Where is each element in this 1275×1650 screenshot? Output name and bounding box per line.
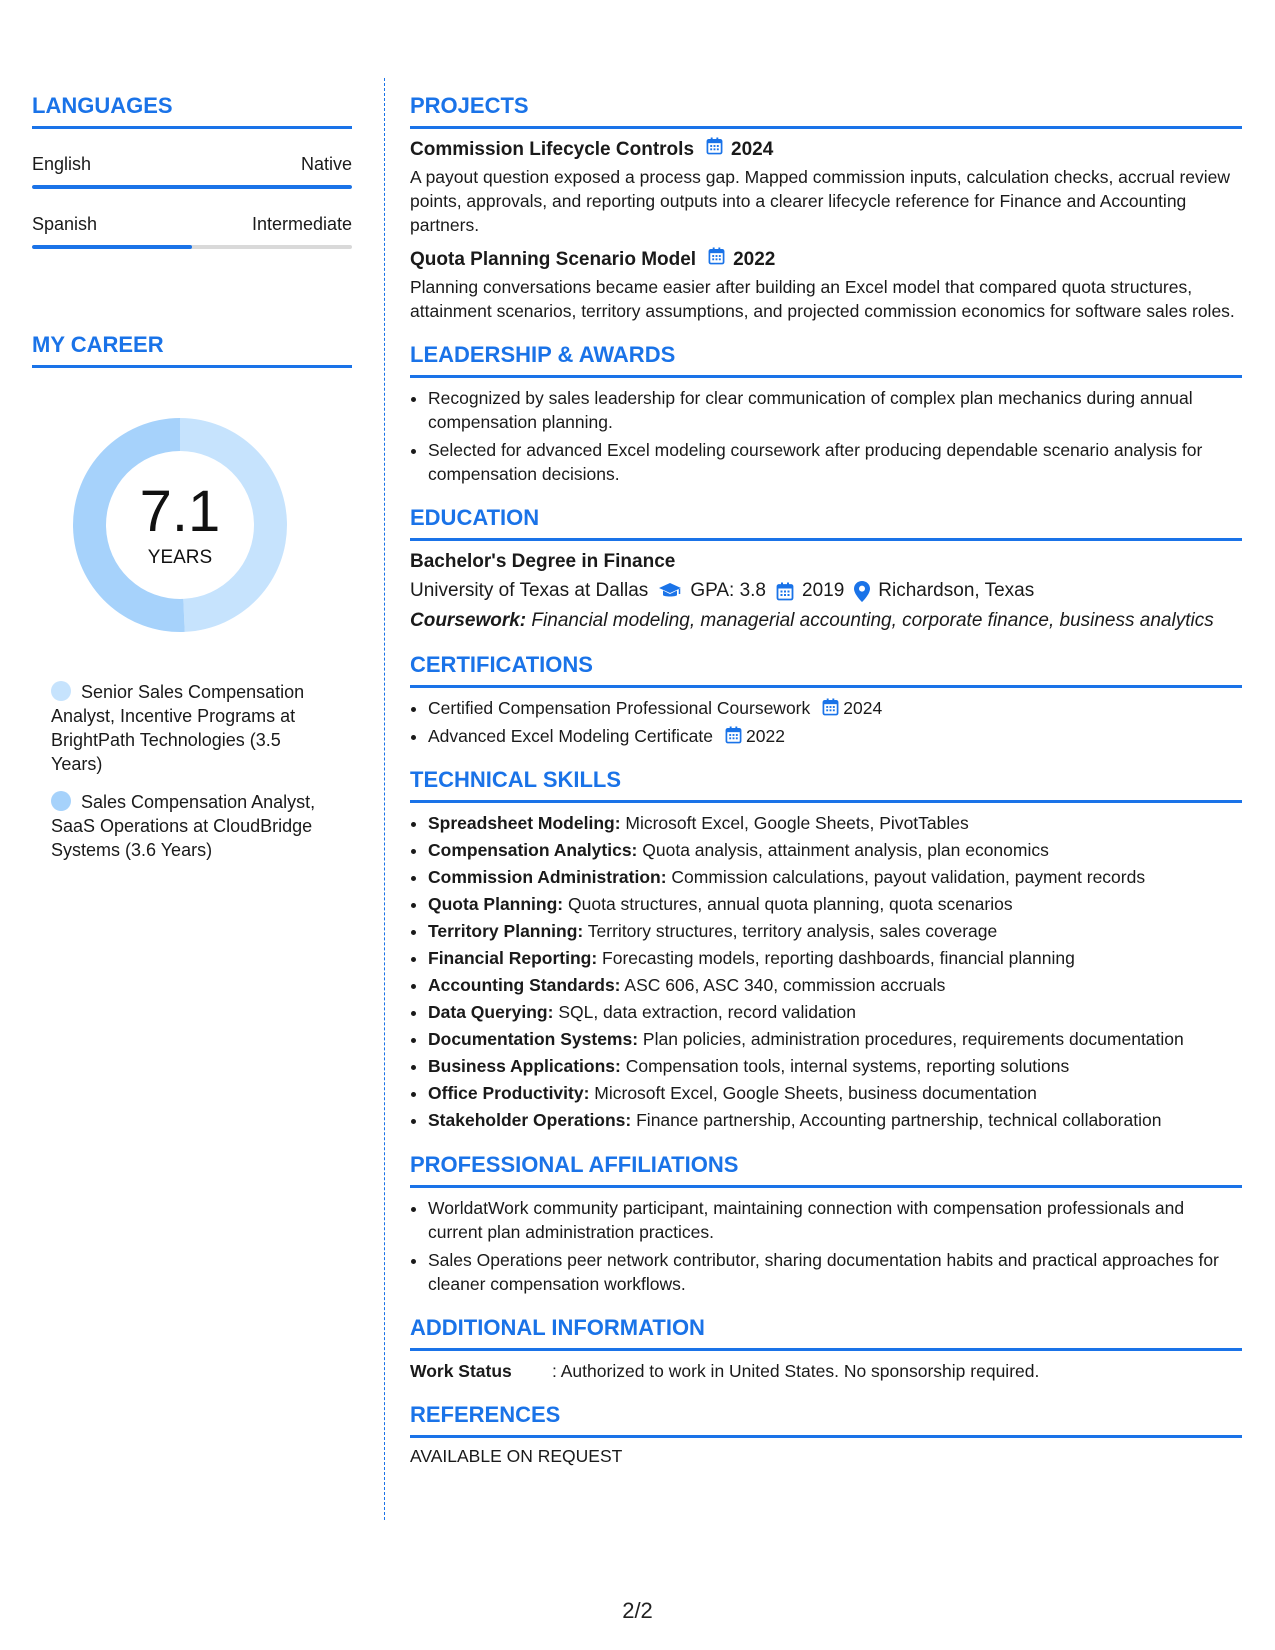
skill-value: Compensation tools, internal systems, reporting solutions bbox=[620, 1056, 1070, 1076]
language-name: Spanish bbox=[32, 214, 98, 234]
career-total-years: 7.1 bbox=[139, 479, 221, 544]
language-proficiency-bar bbox=[32, 185, 352, 189]
certification-name: Advanced Excel Modeling Certificate bbox=[428, 726, 714, 746]
language-proficiency-fill bbox=[32, 245, 192, 249]
calendar-icon bbox=[776, 582, 794, 601]
project-year: 2024 bbox=[731, 139, 774, 160]
language-level: Native bbox=[300, 154, 352, 174]
skill-value: Finance partnership, Accounting partnership, technical collaboration bbox=[631, 1110, 1162, 1130]
skill-label: Spreadsheet Modeling: bbox=[428, 813, 621, 833]
language-row bbox=[32, 213, 352, 235]
graduation-cap-icon bbox=[658, 582, 682, 600]
languages-section bbox=[32, 92, 352, 249]
certification-item bbox=[428, 724, 1242, 748]
career-legend bbox=[51, 680, 331, 862]
skill-label: Territory Planning: bbox=[428, 921, 584, 941]
skill-item bbox=[428, 838, 1242, 863]
projects-section bbox=[410, 92, 1242, 323]
skill-label: Financial Reporting: bbox=[428, 948, 598, 968]
skill-label: Business Applications: bbox=[428, 1056, 621, 1076]
affiliations-title: PROFESSIONAL AFFILIATIONS bbox=[410, 1151, 1242, 1188]
project-description: Planning conversations became easier after building an Excel model that compared quota structures, attainment scenarios, territory assumptions, and projected commission economics for software sales roles. bbox=[410, 277, 1235, 321]
skill-label: Data Querying: bbox=[428, 1002, 554, 1022]
career-legend-label: Senior Sales Compensation Analyst, Incentive Programs at BrightPath Technologies (3.5 Years) bbox=[51, 682, 305, 774]
skill-value: Commission calculations, payout validation, payment records bbox=[666, 867, 1146, 887]
skill-value: Microsoft Excel, Google Sheets, PivotTables bbox=[620, 813, 969, 833]
references-text: AVAILABLE ON REQUEST bbox=[410, 1446, 623, 1466]
coursework-label: Coursework: bbox=[410, 610, 527, 631]
certification-year: 2022 bbox=[746, 726, 785, 746]
skill-label: Commission Administration: bbox=[428, 867, 667, 887]
list-item: • Recognized by sales leadership for clear communication of complex plan mechanics during annual compensation planning. bbox=[428, 386, 1242, 434]
career-title: MY CAREER bbox=[32, 331, 352, 368]
career-years-label: YEARS bbox=[147, 547, 213, 568]
language-name: English bbox=[32, 154, 92, 174]
leadership-section bbox=[410, 341, 1242, 486]
leadership-title: LEADERSHIP & AWARDS bbox=[410, 341, 1242, 378]
language-item bbox=[32, 213, 352, 249]
education-school: University of Texas at Dallas bbox=[410, 580, 649, 601]
language-level: Intermediate bbox=[251, 214, 352, 234]
certifications-list bbox=[410, 696, 1242, 748]
skill-item bbox=[428, 865, 1242, 890]
project-item bbox=[410, 247, 1242, 323]
page-number: 2/2 bbox=[622, 1598, 653, 1623]
references-title: REFERENCES bbox=[410, 1401, 1242, 1438]
career-legend-item bbox=[51, 680, 331, 776]
coursework-text: Financial modeling, managerial accounting, corporate finance, business analytics bbox=[526, 610, 1214, 631]
skill-label: Quota Planning: bbox=[428, 894, 564, 914]
project-item bbox=[410, 137, 1242, 237]
skill-item bbox=[428, 1027, 1242, 1052]
work-status-value: : Authorized to work in United States. No sponsorship required. bbox=[552, 1361, 1040, 1381]
skill-item bbox=[428, 811, 1242, 836]
project-description: A payout question exposed a process gap. Mapped commission inputs, calculation checks, accrual review points, approvals, and reporting outputs into a clearer lifecycle reference for Finance and Accounting partners. bbox=[410, 167, 1231, 235]
skill-item bbox=[428, 1081, 1242, 1106]
project-name: Commission Lifecycle Controls bbox=[410, 139, 695, 160]
skill-label: Stakeholder Operations: bbox=[428, 1110, 632, 1130]
calendar-icon bbox=[708, 247, 725, 273]
career-donut bbox=[67, 412, 293, 638]
skill-value: Territory structures, territory analysis, sales coverage bbox=[583, 921, 998, 941]
leadership-list bbox=[410, 386, 1242, 486]
project-name: Quota Planning Scenario Model bbox=[410, 249, 697, 270]
additional-section bbox=[410, 1314, 1242, 1383]
skill-item bbox=[428, 1000, 1242, 1025]
education-title: EDUCATION bbox=[410, 504, 1242, 541]
language-row bbox=[32, 153, 352, 175]
skill-label: Accounting Standards: bbox=[428, 975, 621, 995]
list-item: • Selected for advanced Excel modeling coursework after producing dependable scenario analysis for compensation decisions. bbox=[428, 438, 1242, 486]
column-divider bbox=[384, 78, 385, 1520]
skill-item bbox=[428, 973, 1242, 998]
languages-list bbox=[32, 153, 352, 249]
legend-dot-icon bbox=[51, 681, 71, 701]
career-section bbox=[32, 331, 352, 862]
career-legend-item bbox=[51, 790, 331, 862]
certifications-title: CERTIFICATIONS bbox=[410, 651, 1242, 688]
skill-value: ASC 606, ASC 340, commission accruals bbox=[620, 975, 946, 995]
languages-title: LANGUAGES bbox=[32, 92, 352, 129]
calendar-icon bbox=[822, 698, 839, 716]
projects-title: PROJECTS bbox=[410, 92, 1242, 129]
projects-list bbox=[410, 137, 1242, 323]
career-legend-label: Sales Compensation Analyst, SaaS Operations at CloudBridge Systems (3.6 Years) bbox=[51, 792, 316, 860]
donut-center bbox=[67, 412, 293, 638]
language-proficiency-bar bbox=[32, 245, 352, 249]
project-year: 2022 bbox=[733, 249, 776, 270]
education-section bbox=[410, 504, 1242, 633]
skill-value: SQL, data extraction, record validation bbox=[553, 1002, 856, 1022]
calendar-icon bbox=[725, 726, 742, 744]
education-year: 2019 bbox=[802, 580, 845, 601]
skill-item bbox=[428, 946, 1242, 971]
legend-dot-icon bbox=[51, 791, 71, 811]
skill-value: Plan policies, administration procedures, requirements documentation bbox=[638, 1029, 1184, 1049]
skill-item bbox=[428, 1108, 1242, 1133]
list-item: • Sales Operations peer network contributor, sharing documentation habits and practical approaches for cleaner compensation workflows. bbox=[428, 1248, 1242, 1296]
education-coursework bbox=[410, 609, 1242, 633]
left-column bbox=[32, 92, 352, 876]
skill-item bbox=[428, 919, 1242, 944]
certification-item bbox=[428, 696, 1242, 720]
certification-name: Certified Compensation Professional Coursework bbox=[428, 698, 811, 718]
skill-value: Microsoft Excel, Google Sheets, business documentation bbox=[589, 1083, 1037, 1103]
education-meta bbox=[410, 577, 1242, 605]
skill-label: Compensation Analytics: bbox=[428, 840, 638, 860]
certifications-section bbox=[410, 651, 1242, 748]
language-proficiency-fill bbox=[32, 185, 352, 189]
right-column bbox=[410, 92, 1242, 1485]
skills-section bbox=[410, 766, 1242, 1133]
additional-title: ADDITIONAL INFORMATION bbox=[410, 1314, 1242, 1351]
skill-value: Quota analysis, attainment analysis, plan economics bbox=[637, 840, 1049, 860]
skill-value: Forecasting models, reporting dashboards, financial planning bbox=[597, 948, 1075, 968]
language-item bbox=[32, 153, 352, 189]
skill-item bbox=[428, 892, 1242, 917]
affiliations-list bbox=[410, 1196, 1242, 1296]
skills-list bbox=[410, 811, 1242, 1133]
work-status-label: Work Status bbox=[410, 1361, 512, 1381]
project-header bbox=[410, 247, 1242, 273]
project-header bbox=[410, 137, 1242, 163]
work-status-row bbox=[410, 1359, 1242, 1383]
education-degree: Bachelor's Degree in Finance bbox=[410, 551, 676, 572]
skill-label: Office Productivity: bbox=[428, 1083, 590, 1103]
affiliations-section bbox=[410, 1151, 1242, 1296]
skill-label: Documentation Systems: bbox=[428, 1029, 639, 1049]
calendar-icon bbox=[706, 137, 723, 163]
education-gpa: GPA: 3.8 bbox=[690, 580, 766, 601]
skill-value: Quota structures, annual quota planning, quota scenarios bbox=[563, 894, 1013, 914]
references-section bbox=[410, 1401, 1242, 1467]
education-location: Richardson, Texas bbox=[878, 580, 1035, 601]
certification-year: 2024 bbox=[843, 698, 883, 718]
location-pin-icon bbox=[854, 581, 870, 602]
list-item: • WorldatWork community participant, maintaining connection with compensation professionals and current plan administration practices. bbox=[428, 1196, 1242, 1244]
skill-item bbox=[428, 1054, 1242, 1079]
skills-title: TECHNICAL SKILLS bbox=[410, 766, 1242, 803]
